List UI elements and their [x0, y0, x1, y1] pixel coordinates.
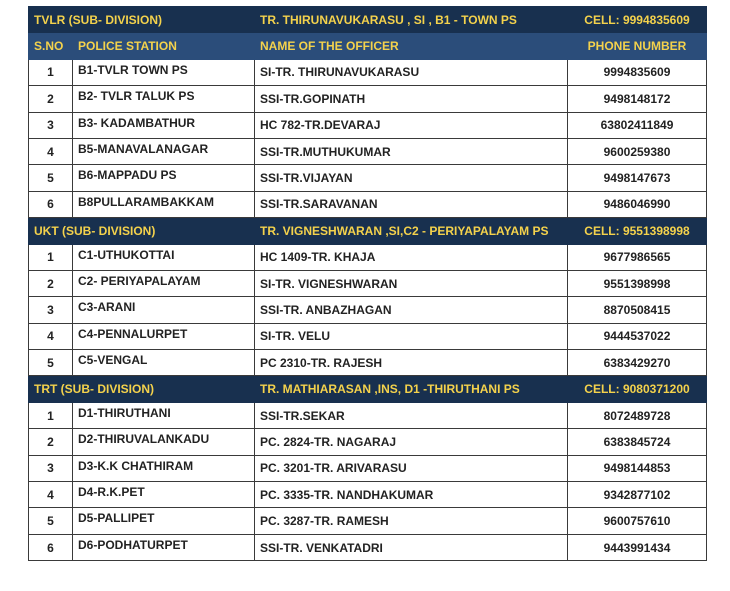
column-header-row	[29, 33, 707, 59]
phone-number: 8072489728	[568, 402, 707, 428]
table-row	[29, 138, 707, 164]
officer-name: SSI-TR. ANBAZHAGAN	[255, 297, 568, 323]
officer-name: HC 782-TR.DEVARAJ	[255, 112, 568, 138]
officer-name: PC. 2824-TR. NAGARAJ	[255, 429, 568, 455]
division-cell-number: CELL: 9994835609	[568, 7, 707, 33]
table-row	[29, 482, 707, 508]
serial-number: 1	[29, 59, 73, 85]
officer-name: PC 2310-TR. RAJESH	[255, 350, 568, 376]
table-row	[29, 323, 707, 349]
officer-name: SI-TR. THIRUNAVUKARASU	[255, 59, 568, 85]
phone-number: 9342877102	[568, 482, 707, 508]
serial-number: 1	[29, 402, 73, 428]
division-name: TVLR (SUB- DIVISION)	[29, 7, 255, 33]
officer-name: SSI-TR. VENKATADRI	[255, 534, 568, 560]
serial-number: 4	[29, 323, 73, 349]
police-station: D3-K.K CHATHIRAM	[73, 455, 255, 481]
serial-number: 3	[29, 297, 73, 323]
phone-number: 6383845724	[568, 429, 707, 455]
phone-number: 9677986565	[568, 244, 707, 270]
column-header-officer: NAME OF THE OFFICER	[255, 33, 568, 59]
serial-number: 3	[29, 455, 73, 481]
officer-name: SI-TR. VIGNESHWARAN	[255, 270, 568, 296]
phone-number: 9498144853	[568, 455, 707, 481]
police-station: C1-UTHUKOTTAI	[73, 244, 255, 270]
phone-number: 9498148172	[568, 86, 707, 112]
serial-number: 5	[29, 508, 73, 534]
phone-number: 9600757610	[568, 508, 707, 534]
serial-number: 1	[29, 244, 73, 270]
police-station: B5-MANAVALANAGAR	[73, 138, 255, 164]
officer-name: SSI-TR.MUTHUKUMAR	[255, 138, 568, 164]
table-row	[29, 165, 707, 191]
phone-number: 9486046990	[568, 191, 707, 217]
phone-number: 9600259380	[568, 138, 707, 164]
police-station: B8PULLARAMBAKKAM	[73, 191, 255, 217]
phone-number: 6383429270	[568, 350, 707, 376]
table-row	[29, 534, 707, 560]
table-row	[29, 244, 707, 270]
serial-number: 2	[29, 86, 73, 112]
police-station: D5-PALLIPET	[73, 508, 255, 534]
officer-name: SSI-TR.GOPINATH	[255, 86, 568, 112]
division-cell-number: CELL: 9080371200	[568, 376, 707, 402]
police-station: B2- TVLR TALUK PS	[73, 86, 255, 112]
division-officer: TR. THIRUNAVUKARASU , SI , B1 - TOWN PS	[255, 7, 568, 33]
serial-number: 5	[29, 350, 73, 376]
phone-number: 9443991434	[568, 534, 707, 560]
table-row	[29, 59, 707, 85]
phone-number: 9994835609	[568, 59, 707, 85]
division-name: TRT (SUB- DIVISION)	[29, 376, 255, 402]
serial-number: 6	[29, 534, 73, 560]
police-station: D6-PODHATURPET	[73, 534, 255, 560]
table-row	[29, 112, 707, 138]
police-station: D2-THIRUVALANKADU	[73, 429, 255, 455]
table-row	[29, 455, 707, 481]
division-name: UKT (SUB- DIVISION)	[29, 218, 255, 244]
officer-name: SSI-TR.SARAVANAN	[255, 191, 568, 217]
officer-name: SSI-TR.SEKAR	[255, 402, 568, 428]
division-header-row	[29, 7, 707, 33]
officer-name: PC. 3287-TR. RAMESH	[255, 508, 568, 534]
table-row	[29, 508, 707, 534]
serial-number: 6	[29, 191, 73, 217]
police-station: D4-R.K.PET	[73, 482, 255, 508]
officer-name: HC 1409-TR. KHAJA	[255, 244, 568, 270]
serial-number: 2	[29, 429, 73, 455]
police-station: C4-PENNALURPET	[73, 323, 255, 349]
contact-table	[28, 6, 707, 561]
serial-number: 4	[29, 138, 73, 164]
police-station: C2- PERIYAPALAYAM	[73, 270, 255, 296]
division-cell-number: CELL: 9551398998	[568, 218, 707, 244]
phone-number: 9498147673	[568, 165, 707, 191]
serial-number: 4	[29, 482, 73, 508]
table-row	[29, 270, 707, 296]
table-row	[29, 402, 707, 428]
police-station: D1-THIRUTHANI	[73, 402, 255, 428]
table-row	[29, 350, 707, 376]
phone-number: 9444537022	[568, 323, 707, 349]
division-header-row	[29, 218, 707, 244]
phone-number: 63802411849	[568, 112, 707, 138]
division-header-row	[29, 376, 707, 402]
phone-number: 9551398998	[568, 270, 707, 296]
column-header-phone: PHONE NUMBER	[568, 33, 707, 59]
serial-number: 5	[29, 165, 73, 191]
officer-name: PC. 3335-TR. NANDHAKUMAR	[255, 482, 568, 508]
police-station: B6-MAPPADU PS	[73, 165, 255, 191]
table-row	[29, 297, 707, 323]
officer-name: SSI-TR.VIJAYAN	[255, 165, 568, 191]
column-header-station: POLICE STATION	[73, 33, 255, 59]
serial-number: 3	[29, 112, 73, 138]
division-officer: TR. VIGNESHWARAN ,SI,C2 - PERIYAPALAYAM PS	[255, 218, 568, 244]
table-row	[29, 86, 707, 112]
serial-number: 2	[29, 270, 73, 296]
table-row	[29, 191, 707, 217]
officer-name: SI-TR. VELU	[255, 323, 568, 349]
police-station: B1-TVLR TOWN PS	[73, 59, 255, 85]
column-header-sno: S.NO	[29, 33, 73, 59]
police-contact-sheet	[28, 6, 706, 561]
table-row	[29, 429, 707, 455]
police-station: C5-VENGAL	[73, 350, 255, 376]
officer-name: PC. 3201-TR. ARIVARASU	[255, 455, 568, 481]
police-station: B3- KADAMBATHUR	[73, 112, 255, 138]
phone-number: 8870508415	[568, 297, 707, 323]
division-officer: TR. MATHIARASAN ,INS, D1 -THIRUTHANI PS	[255, 376, 568, 402]
police-station: C3-ARANI	[73, 297, 255, 323]
